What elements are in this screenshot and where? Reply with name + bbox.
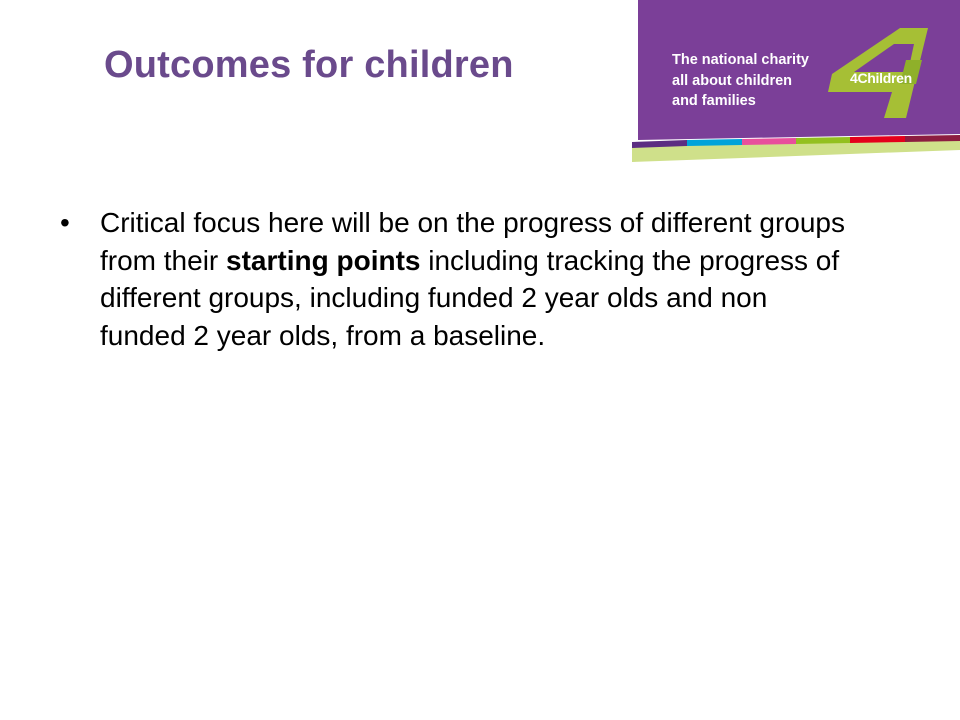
slide-body (60, 204, 850, 354)
bullet-text-part: including tracking the progress of different groups, including funded 2 year olds and non funded 2 year olds, from a baseline. (100, 244, 840, 351)
tagline-line: The national charity (672, 52, 809, 68)
tagline-line: and families (672, 93, 756, 109)
charity-banner (632, 0, 960, 162)
bullet-text-part: Critical focus here will be on the progress of different groups from their (100, 207, 845, 276)
logo-wordmark: 4Children (850, 70, 912, 86)
slide-title: Outcomes for children (104, 44, 514, 86)
bullet-text (100, 204, 850, 354)
banner-tagline (672, 50, 809, 112)
bullet-item (60, 204, 850, 354)
bullet-icon: • (60, 207, 70, 238)
bullet-text-bold: starting points (226, 244, 421, 276)
tagline-line: all about children (672, 72, 793, 89)
